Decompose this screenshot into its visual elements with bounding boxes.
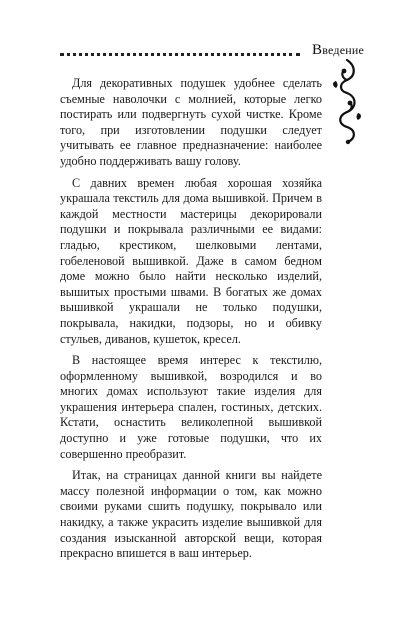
paragraph-4: Итак, на страницах данной книги вы найдете массу полезной информации о том, как можно своими руками сшить подушку, покрывало или накидку, а также украсить изделие вышивкой для создания изысканной авторской вещи, которая прекрасно впишется в ваш интерьер. — [60, 468, 322, 561]
dotted-rule-divider — [60, 53, 300, 56]
scroll-flourish-ornament-icon — [330, 58, 364, 146]
paragraph-1: Для декоративных подушек удобнее сделать съемные наволочки с молнией, которые легко постирать или подвергнуть сухой чистке. Кроме того, при изготовлении подушки следует учитывать ее главное предназначение: наиболее удобно поддерживать вашу голову. — [60, 76, 322, 168]
section-title-rest: ведение — [322, 43, 364, 57]
section-title — [312, 42, 364, 59]
page-header — [0, 0, 410, 80]
paragraph-2: С давних времен любая хорошая хозяйка украшала текстиль для дома вышивкой. Причем в каждой местности мастерицы декорировали подушки и покрывала различными ее видами: гладью, крестиком, шелковыми лентами, гобеленовой вышивкой. Даже в самом бедном доме можно было найти несколько изделий, вышитых простыми швами. В богатых же домах вышивкой украшали не только подушки, покрывала, накидки, подзоры, но и обивку стульев, диванов, кушеток, кресел. — [60, 175, 322, 346]
paragraph-3: В настоящее время интерес к текстилю, оформленному вышивкой, возродился и во многих домах используют такие изделия для украшения интерьера спален, гостиных, детских. Кстати, оснастить великолепной вышивкой доступно и уже готовые подушки, что их совершенно преобразит. — [60, 353, 322, 461]
body-text — [60, 76, 322, 568]
section-title-initial: В — [312, 42, 323, 58]
